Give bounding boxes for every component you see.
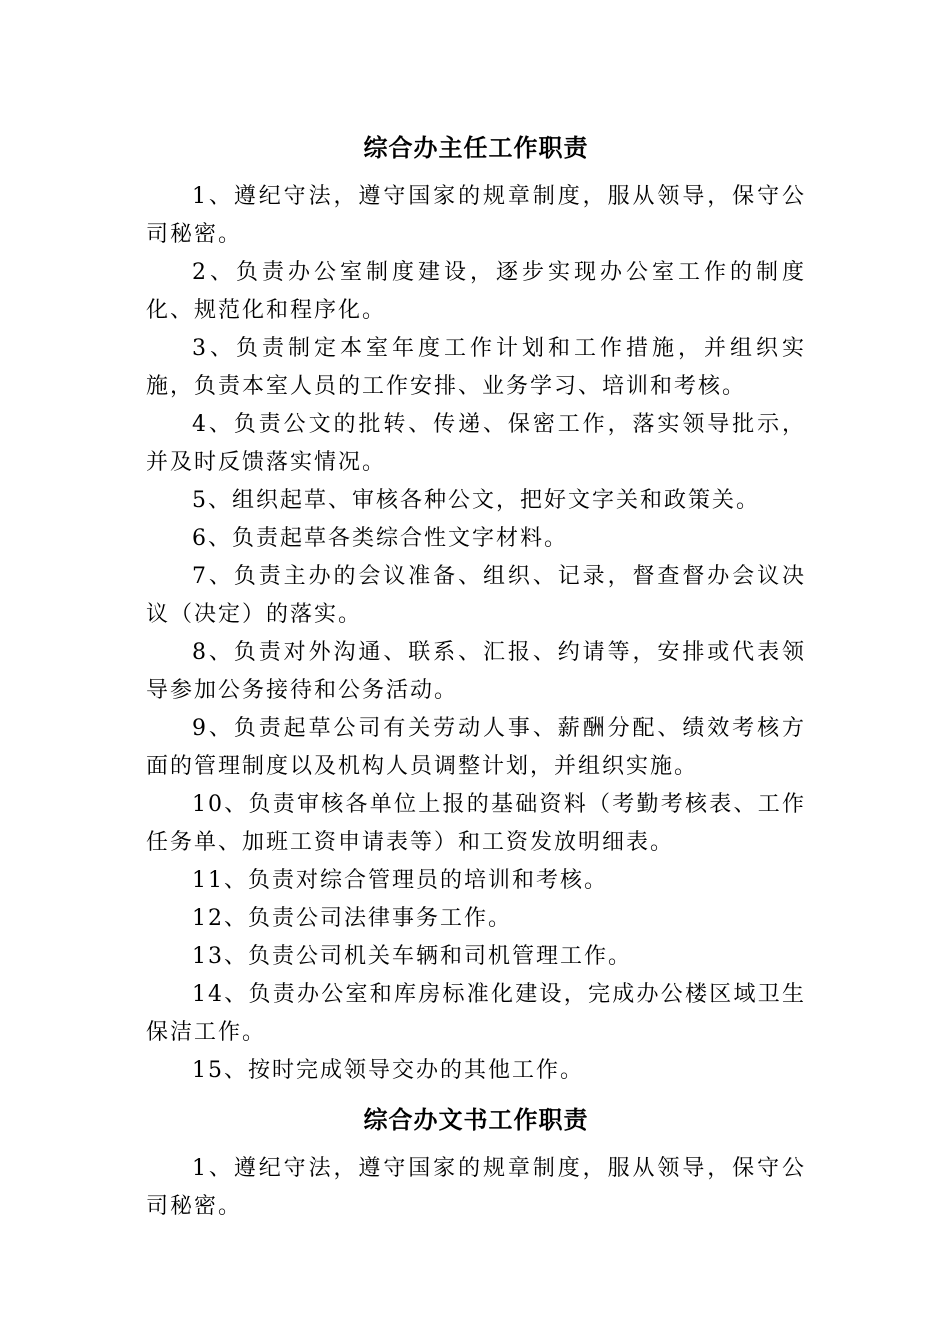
duty-item: 1、遵纪守法，遵守国家的规章制度，服从领导，保守公司秘密。 xyxy=(146,184,806,247)
duty-item: 14、负责办公室和库房标准化建设，完成办公楼区域卫生保洁工作。 xyxy=(146,982,806,1045)
duty-item: 5、组织起草、审核各种公文，把好文字关和政策关。 xyxy=(192,488,760,513)
duty-item: 4、负责公文的批转、传递、保密工作，落实领导批示，并及时反馈落实情况。 xyxy=(146,412,806,475)
section-clerk-duties xyxy=(146,1100,806,1226)
section-director-duties xyxy=(146,128,806,1090)
duty-item: 9、负责起草公司有关劳动人事、薪酬分配、绩效考核方面的管理制度以及机构人员调整计划，并组织实施。 xyxy=(146,716,806,779)
document-page xyxy=(146,128,806,1226)
duty-item: 6、负责起草各类综合性文字材料。 xyxy=(192,526,568,551)
section-title: 综合办主任工作职责 xyxy=(363,134,589,162)
duty-item: 15、按时完成领导交办的其他工作。 xyxy=(192,1058,584,1083)
duty-item: 10、负责审核各单位上报的基础资料（考勤考核表、工作任务单、加班工资申请表等）和工资发放明细表。 xyxy=(146,792,806,855)
duty-item: 1、遵纪守法，遵守国家的规章制度，服从领导，保守公司秘密。 xyxy=(146,1156,806,1219)
duty-item: 8、负责对外沟通、联系、汇报、约请等，安排或代表领导参加公务接待和公务活动。 xyxy=(146,640,806,703)
duty-item: 12、负责公司法律事务工作。 xyxy=(192,906,512,931)
duty-item: 3、负责制定本室年度工作计划和工作措施，并组织实施，负责本室人员的工作安排、业务学习、培训和考核。 xyxy=(146,336,806,399)
duty-item: 11、负责对综合管理员的培训和考核。 xyxy=(192,868,608,893)
duty-item: 7、负责主办的会议准备、组织、记录，督查督办会议决议（决定）的落实。 xyxy=(146,564,806,627)
duty-item: 2、负责办公室制度建设，逐步实现办公室工作的制度化、规范化和程序化。 xyxy=(146,260,806,323)
duty-item: 13、负责公司机关车辆和司机管理工作。 xyxy=(192,944,632,969)
section-title: 综合办文书工作职责 xyxy=(363,1106,589,1134)
